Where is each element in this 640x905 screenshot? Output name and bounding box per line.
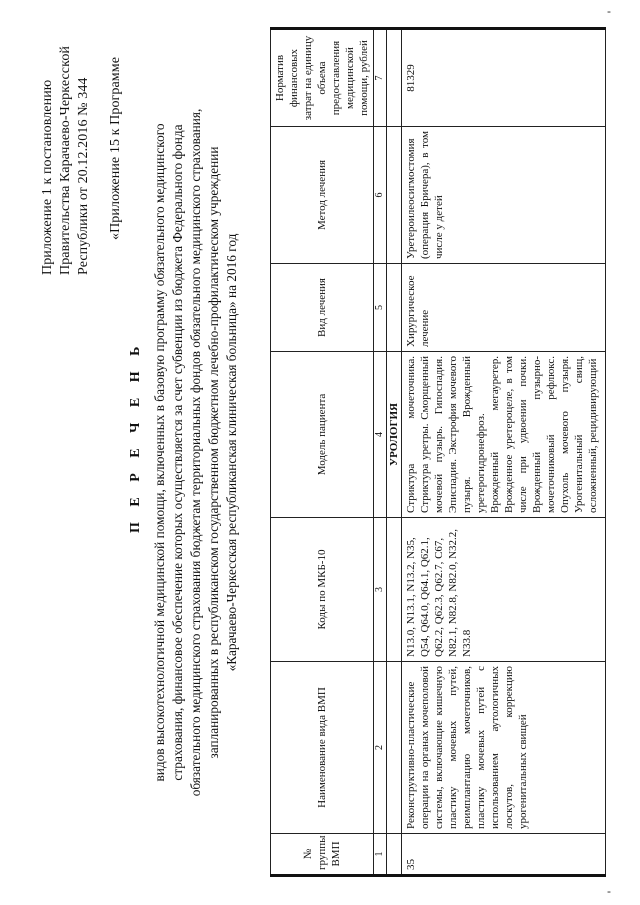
section-title: УРОЛОГИЯ	[387, 352, 402, 518]
icd-codes-cell: N13.0, N13.1, N13.2, N35, Q54, Q64.0, Q64.1, Q62.1, Q62.2, Q62.3, Q62.7, C67, N82.1, N82.8, N82.0, N32.2, N33.8	[402, 518, 606, 662]
header-icd-codes: Коды по МКБ-10	[271, 518, 374, 662]
program-annex-label: «Приложение 15 к Программе	[108, 56, 123, 240]
header-patient-model: Модель пациента	[271, 352, 374, 518]
header-cost-norm: Норматив финансовых затрат на единицу объема предоставления медицинской помощи, рублей	[271, 29, 374, 127]
section-row	[387, 29, 402, 876]
annex-header-line-3: Республики от 20.12.2016 № 344	[76, 77, 91, 275]
intro-line-5: «Карачаево-Черкесская республиканская клиническая больница» на 2016 год	[224, 233, 239, 672]
patient-model-cell: Стриктура мочеточника. Стриктура уретры. Сморщенный мочевой пузырь. Гипоспадия. Эписпадия. Экстрофия мочевого пузыря. Врожденный уретерогидронефроз. Врожденный мегауретер. Врожденное уретероцеле, в том числе при удвоении почки. Врожденный пузырно-мочеточниковый рефлюкс. Опухоль мочевого пузыря. Урогенитальный свищ, осложненный, рецидивирующий	[402, 352, 606, 518]
intro-line-2: страхования, финансовое обеспечение которых осуществляется за счет субвенции из бюджета Федерального фонда	[170, 124, 185, 781]
group-number-cell: 35	[402, 834, 606, 876]
column-number: 5	[374, 264, 387, 352]
document-title: П Е Р Е Ч Е Н Ь	[128, 340, 143, 533]
header-group-number: № группы ВМП	[271, 834, 374, 876]
annex-header-line-2: Правительства Карачаево-Черкесской	[58, 45, 73, 275]
column-number: 7	[374, 29, 387, 127]
column-number: 3	[374, 518, 387, 662]
margin-mark-top: -	[607, 4, 611, 18]
header-treatment-type: Вид лечения	[271, 264, 374, 352]
header-treatment-method: Метод лечения	[271, 127, 374, 264]
cost-norm-cell: 81329	[402, 29, 606, 127]
intro-line-4: запланированных в республиканском государственном бюджетном лечебно-профилактическом учреждении	[206, 146, 221, 759]
annex-header-line-1: Приложение 1 к постановлению	[40, 79, 55, 275]
column-number: 6	[374, 127, 387, 264]
table-header-row	[271, 29, 374, 876]
header-vmp-name: Наименование вида ВМП	[271, 662, 374, 834]
intro-line-3: обязательного медицинского страхования бюджетам территориальных фондов обязательного медицинского страхования,	[188, 108, 203, 797]
column-number: 4	[374, 352, 387, 518]
intro-line-1: видов высокотехнологичной медицинской помощи, включенных в базовую программу обязательного медицинского	[152, 123, 167, 782]
vmp-name-cell: Реконструктивно-пластические операции на органах мочеполовой системы, включающие кишечную пластику мочевых путей, реимплантацию мочеточников, пластику мочевых путей с использованием аутологичных лоскутов, коррекцию урогенитальных свищей	[402, 662, 606, 834]
treatment-method-cell: Уретероилеосигмостомия (операция Бричера), в том числе у детей	[402, 127, 606, 264]
vmp-table	[270, 30, 606, 877]
column-number: 2	[374, 662, 387, 834]
treatment-type-cell: Хирургическое лечение	[402, 264, 606, 352]
table-row	[402, 29, 606, 876]
column-number-row	[374, 29, 387, 876]
margin-mark-bottom: -	[607, 884, 611, 898]
column-number: 1	[374, 834, 387, 876]
